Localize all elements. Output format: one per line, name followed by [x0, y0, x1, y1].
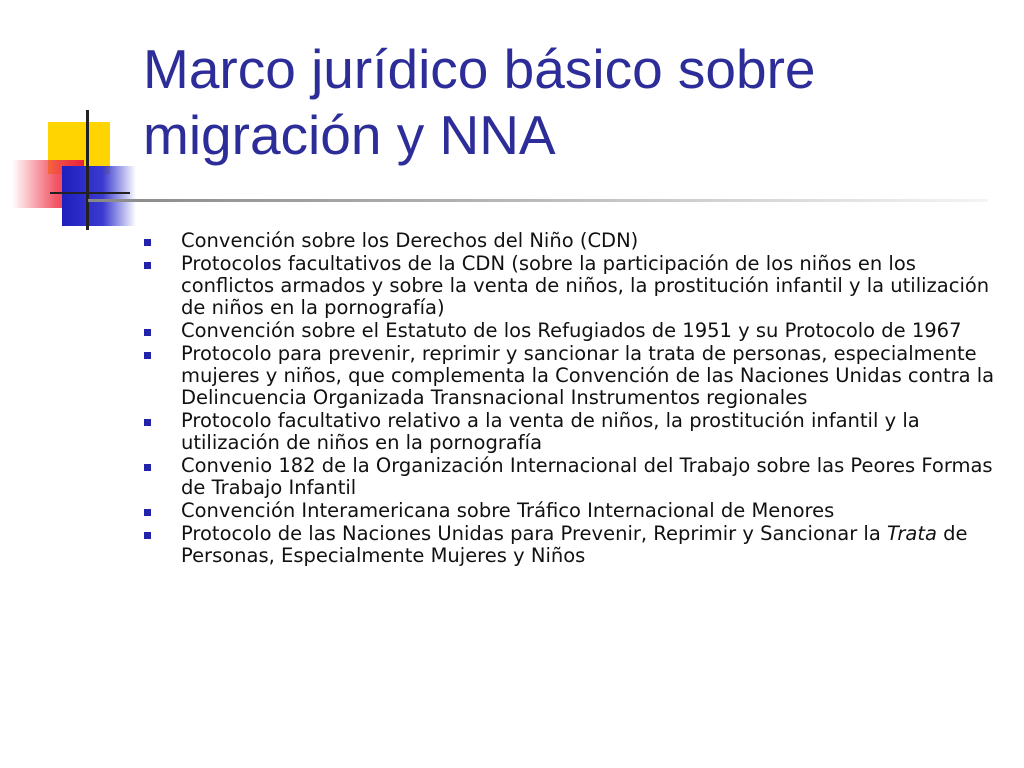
square-bullet-icon: [144, 464, 151, 471]
square-bullet-icon: [144, 532, 151, 539]
bullet-item: [140, 343, 1000, 409]
bullet-text: Protocolos facultativos de la CDN (sobre la participación de los niños en los conflictos armados y sobre la venta de niños, la prostitución infantil y la utilización de niños en la pornografía): [181, 252, 990, 319]
bullet-text: Convención sobre los Derechos del Niño (CDN): [181, 229, 639, 252]
bullet-text: Convención sobre el Estatuto de los Refugiados de 1951 y su Protocolo de 1967: [181, 319, 962, 342]
horizontal-line: [50, 192, 130, 194]
title-divider: [88, 199, 988, 202]
bullet-text: Convenio 182 de la Organización Internacional del Trabajo sobre las Peores Formas de Trabajo Infantil: [181, 454, 993, 499]
bullet-text: Protocolo para prevenir, reprimir y sancionar la trata de personas, especialmente mujeres y niños, que complementa la Convención de las Naciones Unidas contra la Delincuencia Organizada Transnacional Instrumentos regionales: [181, 342, 995, 409]
bullet-text: Protocolo facultativo relativo a la venta de niños, la prostitución infantil y la utilización de niños en la pornografía: [181, 409, 920, 454]
decorative-logo: [0, 100, 150, 240]
square-bullet-icon: [144, 509, 151, 516]
bullet-item: [140, 320, 1000, 342]
bullet-item: [140, 523, 1000, 567]
slide-title: Marco jurídico básico sobre migración y NNA: [143, 38, 816, 166]
bullet-item: [140, 253, 1000, 319]
bullet-item: [140, 455, 1000, 499]
bullet-list: [140, 230, 1000, 568]
blue-square: [62, 166, 136, 226]
bullet-text-before: Protocolo de las Naciones Unidas para Prevenir, Reprimir y Sancionar la: [181, 522, 887, 545]
bullet-text: Convención Interamericana sobre Tráfico Internacional de Menores: [181, 499, 835, 522]
bullet-text-after: de Personas, Especialmente Mujeres y Niños: [181, 522, 968, 567]
square-bullet-icon: [144, 239, 151, 246]
square-bullet-icon: [144, 262, 151, 269]
square-bullet-icon: [144, 419, 151, 426]
bullet-text-italic: Trata: [886, 522, 937, 545]
square-bullet-icon: [144, 329, 151, 336]
bullet-item: [140, 230, 1000, 252]
bullet-item: [140, 500, 1000, 522]
bullet-item: [140, 410, 1000, 454]
vertical-line: [86, 110, 89, 230]
square-bullet-icon: [144, 352, 151, 359]
